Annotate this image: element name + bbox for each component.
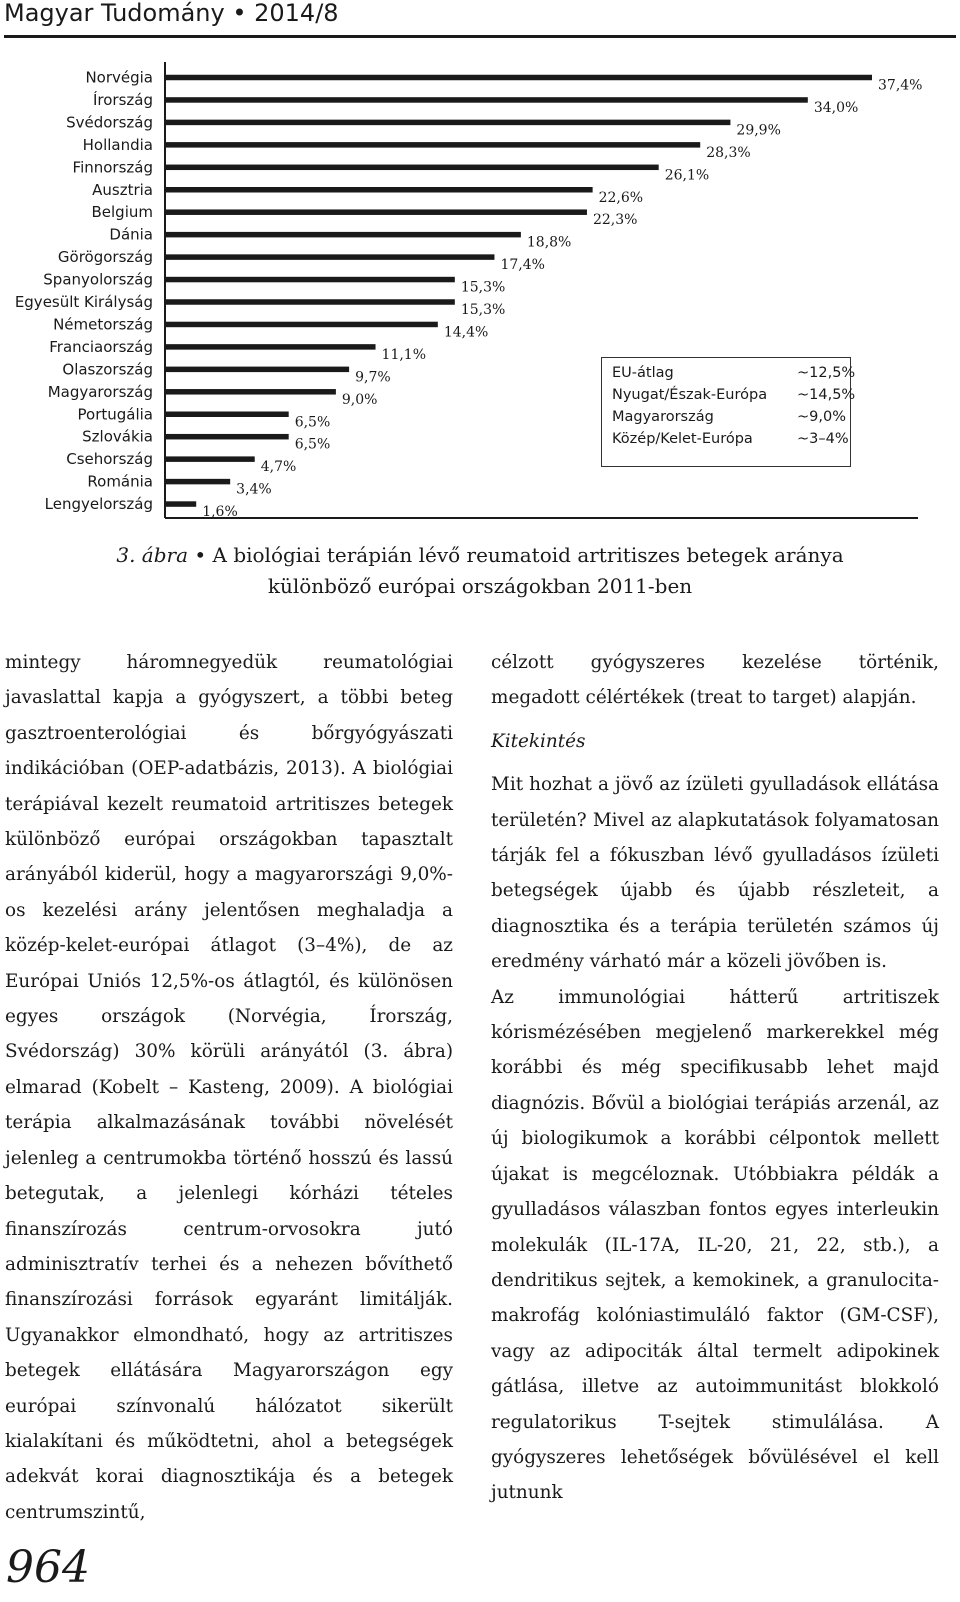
- page-number: 964: [6, 1542, 90, 1593]
- category-label: Egyesült Királyság: [14, 293, 153, 311]
- section-heading: Kitekintés: [491, 730, 586, 752]
- data-label: 37,4%: [878, 77, 923, 94]
- data-label: 6,5%: [294, 436, 331, 453]
- bar: [166, 434, 289, 440]
- data-label: 11,1%: [381, 346, 427, 363]
- data-label: 14,4%: [443, 324, 489, 341]
- category-label: Portugália: [77, 405, 153, 424]
- category-label: Franciaország: [49, 337, 153, 356]
- legend-row: [612, 428, 850, 450]
- journal-title: Magyar Tudomány • 2014/8: [4, 0, 339, 27]
- bar: [166, 412, 289, 418]
- category-label: Ausztria: [92, 180, 153, 199]
- category-label: Olaszország: [62, 360, 153, 379]
- legend-label: Magyarország: [612, 409, 714, 425]
- data-label: 26,1%: [664, 167, 710, 184]
- data-label: 1,6%: [202, 504, 238, 521]
- category-label: Németország: [53, 315, 153, 334]
- caption-text: A biológiai terápián lévő reumatoid artritiszes betegek aránya különböző európai országokban 2011-ben: [212, 543, 844, 598]
- legend-row: [612, 406, 850, 428]
- data-label: 15,3%: [460, 279, 506, 296]
- chart-legend: [601, 357, 856, 467]
- running-header: [4, 0, 956, 38]
- bar: [166, 209, 587, 215]
- category-label: Hollandia: [82, 135, 153, 154]
- bar: [166, 254, 494, 260]
- right-column: [491, 645, 939, 1511]
- legend-value: ~3–4%: [797, 431, 849, 447]
- category-label: Szlovákia: [82, 427, 153, 446]
- legend-value: ~12,5%: [797, 365, 856, 381]
- legend-row: [612, 384, 856, 406]
- bar: [166, 187, 593, 193]
- left-column: [5, 645, 453, 1530]
- category-label: Írország: [92, 90, 153, 109]
- data-label: 18,8%: [526, 234, 572, 251]
- legend-value: ~9,0%: [797, 409, 846, 425]
- body-paragraph: Mit hozhat a jövő az ízületi gyulladások ellátása területén? Mivel az alapkutatások folyamatosan tárják fel a fókuszban lévő gyulladásos ízületi betegségek újabb és újabb részleteit, a diagnosztika és a terápia területén számos új eredmény várható már a közeli jövőben is.: [491, 774, 939, 973]
- data-label: 22,6%: [598, 189, 644, 206]
- category-label: Finnország: [72, 158, 153, 177]
- body-paragraph: Az immunológiai hátterű artritiszek kórismézésében megjelenő markerekkel még korábbi és még specifikusabb lehet majd diagnózis. Bővül a biológiai terápiás arzenál, az új biologikumok a korábbi célpontok mellett újakat is megcéloznak. Utóbbiakra példák a gyulladásos válaszban fontos egyes interleukin molekulák (IL-17A, IL-20, 21, 22, stb.), a dendritikus sejtek, a kemokinek, a granulocita-makrofág kolóniastimuláló faktor (GM-CSF), vagy az adipociták által termelt adipokinek gátlása, illetve az autoimmunitást blokkoló regulatorikus T-sejtek stimulálása. A gyógyszeres lehetőségek bővülésével el kell jutnunk: [491, 986, 939, 1504]
- data-label: 3,4%: [236, 481, 272, 498]
- bar: [166, 232, 521, 238]
- bar: [166, 367, 349, 373]
- data-label: 29,9%: [736, 122, 781, 139]
- bar: [166, 389, 336, 395]
- data-label: 6,5%: [294, 414, 331, 431]
- bar: [166, 344, 376, 350]
- bar: [166, 75, 872, 81]
- data-label: 15,3%: [460, 302, 506, 318]
- legend-label: Nyugat/Észak-Európa: [612, 387, 768, 403]
- legend-row: [612, 362, 856, 384]
- data-label: 34,0%: [813, 99, 859, 116]
- bar: [166, 479, 230, 485]
- data-label: 4,7%: [260, 459, 297, 476]
- category-label: Magyarország: [47, 382, 153, 401]
- data-label: 28,3%: [706, 144, 751, 161]
- bar: [166, 165, 659, 171]
- bar: [166, 277, 455, 283]
- bar: [166, 142, 700, 148]
- category-label: Lengyelország: [44, 495, 153, 514]
- figure-number: 3. ábra: [116, 543, 188, 567]
- category-label: Norvégia: [85, 68, 153, 87]
- legend-label: EU-átlag: [612, 365, 674, 381]
- bar: [166, 456, 255, 462]
- category-label: Dánia: [109, 225, 153, 244]
- data-label: 17,4%: [500, 257, 545, 274]
- category-label: Svédország: [66, 113, 153, 132]
- category-label: Spanyolország: [43, 270, 153, 289]
- bar: [166, 322, 438, 328]
- data-label: 22,3%: [592, 212, 638, 229]
- caption-separator: •: [194, 543, 207, 567]
- category-label: Csehország: [66, 450, 153, 469]
- data-label: 9,7%: [355, 369, 391, 386]
- bar: [166, 299, 455, 305]
- figure-caption: [90, 540, 870, 602]
- body-paragraph: mintegy háromnegyedük reumatológiai javaslattal kapja a gyógyszert, a többi beteg gasztroenterológiai és bőrgyógyászati indikációban (OEP-adatbázis, 2013). A biológiai terápiával kezelt reumatoid artritiszes betegek különböző európai országokban tapasztalt arányából kiderül, hogy a magyarországi 9,0%-os kezelési arány jelentősen meghaladja a közép-kelet-európai átlagot (3–4%), de az Európai Uniós 12,5%-os átlagtól, és különösen egyes országok (Norvégia, Írország, Svédország) 30% körüli arányától (3. ábra) elmarad (Kobelt – Kasteng, 2009). A biológiai terápia alkalmazásának további növelését jelenleg a centrumokba történő hosszú és lassú betegutak, a jelenlegi kórházi tételes finanszírozás centrum-orvosokra jutó adminisztratív terhei és a nehezen bővíthető finanszírozási források egyaránt limitálják. Ugyanakkor elmondható, hogy az artritiszes betegek ellátására Magyarországon egy európai színvonalú hálózatot sikerült kialakítani és működtetni, ahol a betegségek adekvát korai diagnosztikája és a betegek centrumszintű,: [5, 652, 453, 1523]
- bar: [166, 120, 730, 126]
- category-label: Belgium: [91, 203, 153, 222]
- bar: [166, 501, 196, 507]
- legend-value: ~14,5%: [797, 387, 856, 403]
- category-label: Görögország: [57, 248, 153, 267]
- legend-label: Közép/Kelet-Európa: [612, 431, 753, 447]
- category-label: Románia: [87, 472, 153, 491]
- data-label: 9,0%: [341, 391, 378, 408]
- bar: [166, 97, 808, 103]
- body-paragraph: célzott gyógyszeres kezelése történik, megadott célértékek (treat to target) alapján.: [491, 652, 939, 709]
